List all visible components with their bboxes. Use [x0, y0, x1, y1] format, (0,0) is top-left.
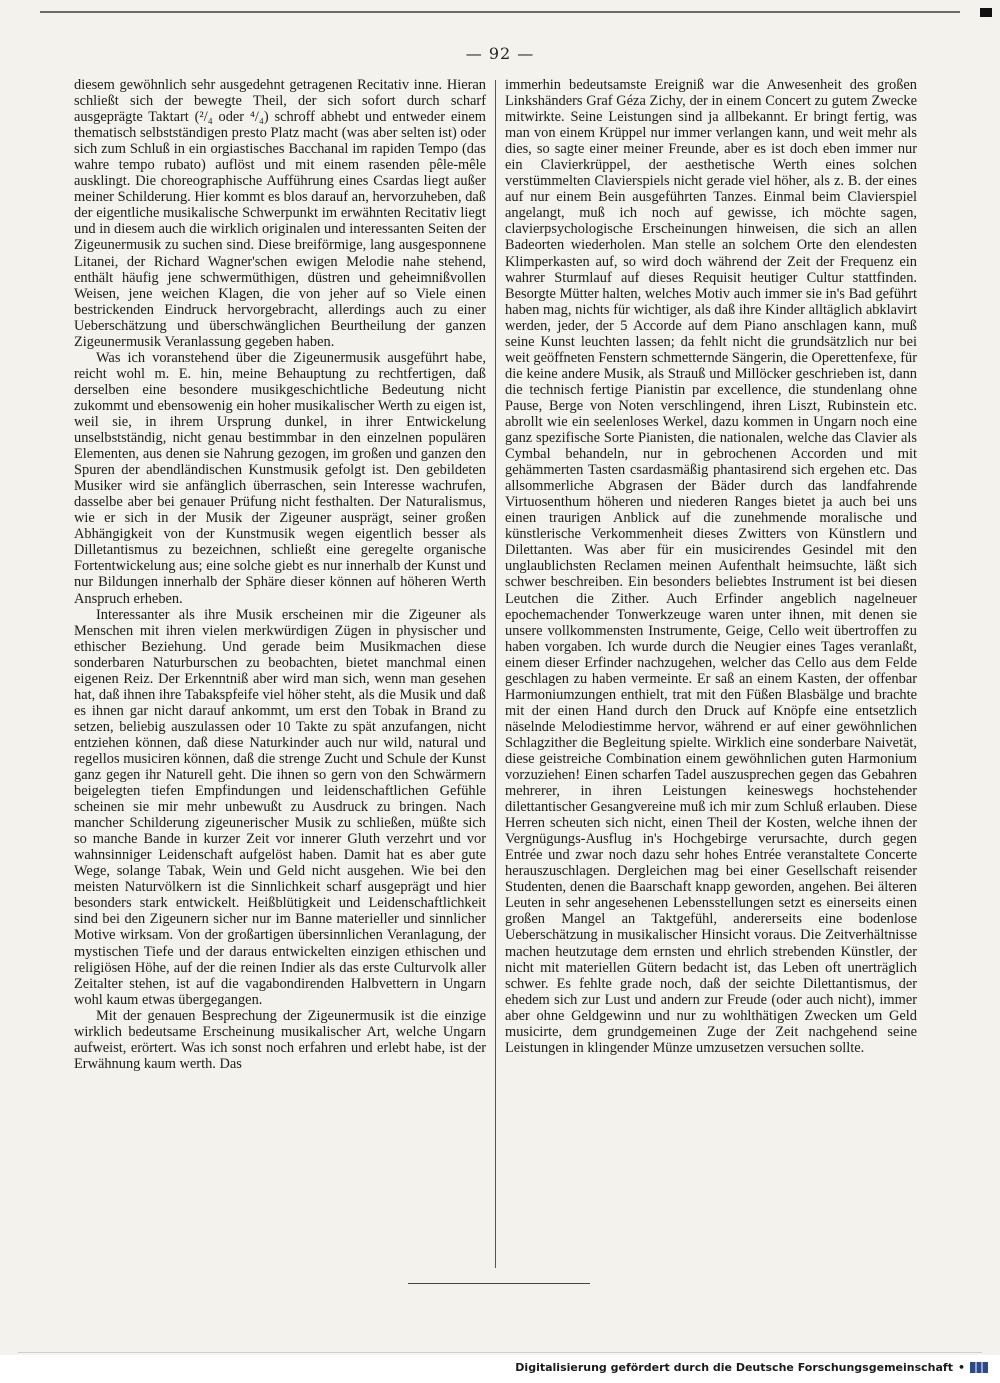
- paragraph: Interessanter als ihre Musik erscheinen mir die Zigeuner als Menschen mit ihren vielen merkwürdigen Zügen in physischer und ethischer Beziehung. Und gerade beim Musikmachen diese sonderbaren Naturburschen zu beobachten, bietet manchmal einen eigenen Reiz. Der Erkenntniß aber wird man sich, wenn man gesehen hat, daß ihnen ihre Tabakspfeife viel höher steht, als die Musik und daß es ihnen gar nicht darauf ankommt, um erst den Tobak in Brand zu setzen, beliebig auszulassen oder 10 Takte zu spät anzufangen, nicht entziehen können, daß diese Naturkinder auch nur wild, natural und regellos musiciren können, daß die strenge Zucht und Schule der Kunst ganz gegen ihr Naturell geht. Die ihnen so gern von den Schwärmern beigelegten tiefen Empfindungen und leidenschaftlichen Gefühle scheinen sie mir mehr unbewußt zu Ausdruck zu bringen. Nach mancher Schilderung zigeunerischer Musik zu schließen, müßte sich so manche Bande in kurzer Zeit vor innerer Gluth verzehrt und vor wahnsinniger Leidenschaft aufgelöst haben. Damit hat es aber gute Wege, solange Tabak, Wein und Geld nicht ausgehen. Wie bei den meisten Naturvölkern ist die Sinnlichkeit scharf ausgeprägt und hier besonders stark entwickelt. Heißblütigkeit und Leidenschaftlichkeit sind bei den Zigeunern sicher nur im Banne materieller und sinnlicher Motive wirksam. Von der großartigen übersinnlichen Veranlagung, der mystischen Tiefe und der daraus entwickelten einzigen ethischen und religiösen Höhe, auf der die reinen Indier als das erste Culturvolk aller Zeitalter stehen, ist auf die vagabondirenden Halbvettern in Ungarn wohl kaum etwas übergegangen.: [74, 606, 486, 1008]
- page-number: — 92 —: [465, 44, 535, 63]
- end-rule: [408, 1283, 590, 1284]
- paragraph: diesem gewöhnlich sehr ausgedehnt getragenen Recitativ inne. Hieran schließt sich der bewegte Theil, der sich sofort durch scharf ausgeprägte Taktart (²/₄ oder ⁴/₄) schroff abhebt und entweder einem thematisch selbstständigen presto Platz macht (was aber selten ist) oder sich zum Schluß in ein orgiastisches Bacchanal im rapiden Tempo (das wahre tempo rubato) auflöst und mit einem rasenden pêle-mêle ausklingt. Die choreographische Aufführung eines Csardas liegt außer meiner Schilderung. Hier kommt es blos darauf an, hervorzuheben, daß der eigentliche musikalische Schwerpunkt im erwähnten Recitativ liegt und in diesem auch die wirklich originalen und interessanten Seiten der Zigeunermusik zu suchen sind. Diese breiförmige, lang ausgesponnene Litanei, der Richard Wagner'schen ewigen Melodie nahe stehend, enthält häufig jene schwermüthigen, düstren und geheimnißvollen Weisen, jene weichen Klagen, die von jeher auf so Viele einen bestrickenden Eindruck hervorgebracht, allerdings auch zu einer Ueberschätzung und überschwänglichen Beurtheilung der ganzen Zigeunermusik Veranlassung gegeben haben.: [74, 77, 486, 350]
- paragraph: Mit der genauen Besprechung der Zigeunermusik ist die einzige wirklich bedeutsame Erscheinung musikalischer Art, welche Ungarn aufweist, erörtert. Was ich sonst noch erfahren und erlebt habe, ist der Erwähnung kaum werth. Das: [74, 1007, 486, 1072]
- corner-mark: [980, 8, 992, 17]
- dfg-logo-icon: [970, 1362, 988, 1373]
- paragraph: immerhin bedeutsamste Ereigniß war die Anwesenheit des großen Linkshänders Graf Géza Zichy, der in einem Concert zu gutem Zwecke mitwirkte. Seine Leistungen sind ja allbekannt. Er bringt fertig, was man von einem Krüppel nur immer verlangen kann, und weit mehr als dies, so sagte einer meiner Freunde, aber es ist doch eben immer nur ein Clavierkrüppel, der aesthetische Werth eines solchen verstümmelten Clavierspiels nicht gerade viel höher, als z. B. der eines auf nur einem Bein ausgeführten Tanzes. Einmal beim Clavierspiel angelangt, muß ich noch auf gewisse, ich möchte sagen, clavierpsychologische Erscheinungen hinweisen, die sich an allen Badeorten wiederholen. Man stelle an solchem Orte den elendesten Klimperkasten auf, so wird doch während der Zeit der Frequenz ein wahrer Sturmlauf auf dieses Requisit heutiger Cultur stattfinden. Besorgte Mütter halten, welches Motiv auch immer sie in's Bad geführt haben mag, nichts für wichtiger, als daß ihre Kinder alltäglich abklavirt werden, jeder, der 5 Accorde auf dem Piano anschlagen kann, muß seine Kunst leuchten lassen; da fehlt nicht die grundsätzlich nur bei weit geöffneten Fenstern schmetternde Sängerin, die Operettenfexe, für die keine andere Musik, als Strauß und Millöcker geschrieben ist, dann die technisch fertige Pianistin par excellence, die stundenlang ohne Pause, Berge von Noten verschlingend, ihren Liszt, Rubinstein etc. abrollt wie ein seelenloses Werkel, dazu kommen in Ungarn noch eine ganz spezifische Sorte Pianisten, die nationalen, welche das Clavier als Cymbal behandeln, nur in gebrochenen Accorden und mit gehämmerten Tasten csardasmäßig phantasirend sich ergehen etc. Das allsommerliche Abgrasen der Bäder durch das landfahrende Virtuosenthum höheren und niederen Ranges bietet ja auch bei uns einen traurigen Anblick auf die zunehmende moralische und künstlerische Verkommenheit dieses Zwitters von Künstlern und Dilettanten. Was aber für ein musicirendes Gesindel mit den unglaublichsten Reclamen meinen Aufenthalt heimsuchte, läßt sich schwer beschreiben. Ein besonders beliebtes Instrument ist bei diesen Leutchen die Zither. Auch Erfinder angeblich nagelneuer epochemachender Tonwerkzeuge waren unter ihnen, mit denen sie unsere vollkommensten Instrumente, Geige, Cello weit übertroffen zu haben vorgaben. Ich wurde durch die Neugier eines Tages veranlaßt, einem dieser Erfinder nachzugehen, welcher das Cello aus dem Felde geschlagen zu haben vermeinte. Er saß an einem Kasten, der offenbar Harmoniumzungen enthielt, trat mit den Füßen Blasbälge und brachte mit der einen Hand durch den Druck auf Knöpfe eine entsetzlich näselnde Melodiestimme hervor, während er auf einer gewöhnlichen Schlagzither die Begleitung spielte. Wirklich eine sonderbare Naivetät, diese geistreiche Combination einem gewöhnlichen guten Harmonium vorzuziehen! Einen scharfen Tadel auszusprechen gegen das Gebahren mehrerer, in ihren Leistungen keineswegs hochstehender dilettantischer Gesangvereine muß ich mir zum Schluß erlauben. Diese Herren scheuten sich nicht, einen Theil der Kosten, welche ihnen der Vergnügungs-Ausflug in's Hochgebirge verursachte, durch gegen Entrée und zwar noch dazu sehr hohes Entrée veranstaltete Concerte herauszuschlagen. Dergleichen mag bei einer Gesellschaft reisender Studenten, denen die Baarschaft knapp geworden, angehen. Bei älteren Leuten in sehr angesehenen Lebensstellungen setzt es einerseits einen großen Mangel an Taktgefühl, andererseits eine bodenlose Ueberschätzung in musikalischer Hinsicht voraus. Die Zeitverhältnisse machen heutzutage dem ernsten und ehrlich strebenden Künstler, der nicht mit materiellen Gütern bedacht ist, das Leben oft unerträglich schwer. Es fehlte grade noch, daß der seichte Dilettantismus, der ehedem sich zur Lust und andern zur Freude (oder auch nicht), immer aber ohne Geldgewinn und nur zu wohlthätigen Zwecken um Geld musicirte, dem grundgemeinen Zuge der Zeit nachgehend seine Leistungen in klingender Münze umzusetzen versuchen sollte.: [505, 77, 917, 1056]
- top-rule: [40, 11, 960, 13]
- paragraph: Was ich voranstehend über die Zigeunermusik ausgeführt habe, reicht wohl m. E. hin, meine Behauptung zu rechtfertigen, daß derselben eine besondere musikgeschichtliche Bedeutung nicht zukommt und ebensowenig ein hoher musikalischer Werth zu eigen ist, weil sie, in ihrem Ursprung dunkel, in ihrer Entwickelung unselbstständig, nicht genau bestimmbar in den einzelnen populären Elementen, aus denen sie Nahrung gezogen, im großen und ganzen den Spuren der abendländischen Kunstmusik gefolgt ist. Den gebildeten Musiker wird sie anfänglich überraschen, sein Interesse wachrufen, dasselbe aber bei genauer Prüfung nicht festhalten. Der Naturalismus, wie er sich in der Musik der Zigeuner ausprägt, seiner großen Abhängigkeit von der Kunstmusik wegen eigentlich besser als Dilletantismus zu bezeichnen, schließt eine geregelte organische Fortentwickelung aus; eine solche giebt es nur innerhalb der Kunst und nur Bildungen innerhalb der Sphäre dieser können auf höheren Werth Anspruch erheben.: [74, 349, 486, 607]
- footer-text: Digitalisierung gefördert durch die Deutsche Forschungsgemeinschaft: [515, 1361, 953, 1374]
- footer-separator: •: [957, 1361, 965, 1374]
- left-column: [74, 77, 486, 1072]
- right-column: [505, 77, 917, 1056]
- digitization-footer: [515, 1361, 988, 1374]
- scan-edge: [18, 1352, 982, 1353]
- column-divider: [495, 80, 496, 1268]
